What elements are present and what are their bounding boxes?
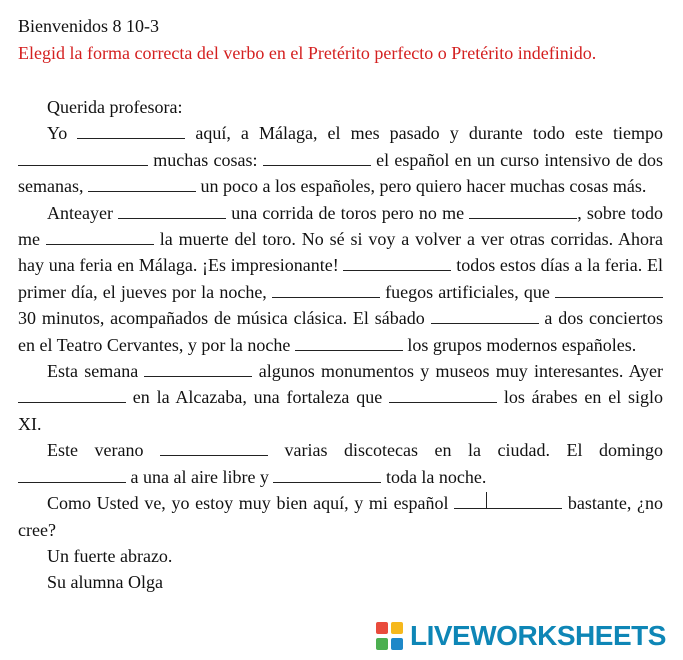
answer-blank-active[interactable] xyxy=(454,492,562,509)
text-segment: bastante, ¿no cree? xyxy=(18,493,664,540)
text-segment: toda la noche. xyxy=(381,466,487,487)
text-segment: varias discotecas en la ciudad. El domingo xyxy=(268,440,664,461)
text-segment: aquí, a Málaga, el mes pasado y durante todo este tiempo xyxy=(185,123,663,144)
answer-blank[interactable] xyxy=(18,466,126,483)
text-segment: todos estos días a la feria. El primer día, el jueves por la noche, xyxy=(18,255,663,302)
answer-blank[interactable] xyxy=(118,202,226,219)
answer-blank[interactable] xyxy=(389,386,497,403)
instruction-text: Elegid la forma correcta del verbo en el Pretérito perfecto o Pretérito indefinido. xyxy=(18,43,597,63)
signature: Su alumna Olga xyxy=(47,572,163,593)
closing: Un fuerte abrazo. xyxy=(47,545,173,566)
text-segment: en la Alcazaba, una fortaleza que xyxy=(126,387,390,408)
answer-blank[interactable] xyxy=(469,202,577,219)
answer-blank[interactable] xyxy=(160,439,268,456)
logo-tile xyxy=(391,638,403,650)
text-segment: una corrida de toros pero no me xyxy=(226,202,470,223)
text-segment: muchas cosas: xyxy=(148,149,263,170)
logo-mark-icon xyxy=(376,622,404,650)
logo-tile xyxy=(376,638,388,650)
text-segment: un poco a los españoles, pero quiero hacer muchas cosas más. xyxy=(195,176,647,197)
text-segment: 30 minutos, acompañados de música clásica. El sábado xyxy=(18,308,431,329)
paragraph-4 xyxy=(18,437,663,490)
text-segment: fuegos artificiales, que xyxy=(379,281,555,302)
text-segment: Esta semana xyxy=(47,361,145,382)
answer-blank[interactable] xyxy=(18,149,148,166)
logo-text: LIVEWORKSHEETS xyxy=(410,620,666,651)
answer-blank[interactable] xyxy=(555,281,663,298)
text-segment: algunos monumentos y museos muy interesantes. Ayer xyxy=(252,361,664,382)
letter-body xyxy=(18,94,663,596)
answer-blank[interactable] xyxy=(46,228,154,245)
answer-blank[interactable] xyxy=(273,466,381,483)
answer-blank[interactable] xyxy=(431,307,539,324)
text-segment: a una al aire libre y xyxy=(126,466,274,487)
text-segment: los árabes en el siglo XI. xyxy=(18,387,664,434)
answer-blank[interactable] xyxy=(88,175,196,192)
logo-tile xyxy=(376,622,388,634)
text-segment: Este verano xyxy=(47,440,160,461)
paragraph-1 xyxy=(18,120,663,199)
answer-blank[interactable] xyxy=(77,122,185,139)
text-segment: los grupos modernos españoles. xyxy=(402,334,637,355)
paragraph-3 xyxy=(18,358,663,437)
salutation: Querida profesora: xyxy=(47,97,183,117)
text-segment: la muerte del toro. No sé si voy a volver a ver otras corridas. Ahora hay una feria en Málaga. ¡Es impresionante! xyxy=(18,229,663,276)
answer-blank[interactable] xyxy=(263,149,371,166)
text-segment: Como Usted ve, yo estoy muy bien aquí, y mi español xyxy=(47,493,455,514)
answer-blank[interactable] xyxy=(295,334,403,351)
text-segment: Anteayer xyxy=(47,202,119,223)
text-segment: el español en un curso intensivo de dos semanas, xyxy=(18,149,663,197)
answer-blank[interactable] xyxy=(343,254,451,271)
text-segment: , sobre todo me xyxy=(18,202,663,250)
answer-blank[interactable] xyxy=(144,360,252,377)
liveworksheets-logo[interactable] xyxy=(376,619,666,653)
answer-blank[interactable] xyxy=(18,386,126,403)
answer-blank[interactable] xyxy=(272,281,380,298)
text-segment: a dos conciertos en el Teatro Cervantes, y por la noche xyxy=(18,308,664,355)
paragraph-5 xyxy=(18,490,663,543)
text-segment: Yo xyxy=(47,123,78,144)
page-title: Bienvenidos 8 10-3 xyxy=(18,16,159,36)
paragraph-2 xyxy=(18,200,663,358)
logo-tile xyxy=(391,622,403,634)
